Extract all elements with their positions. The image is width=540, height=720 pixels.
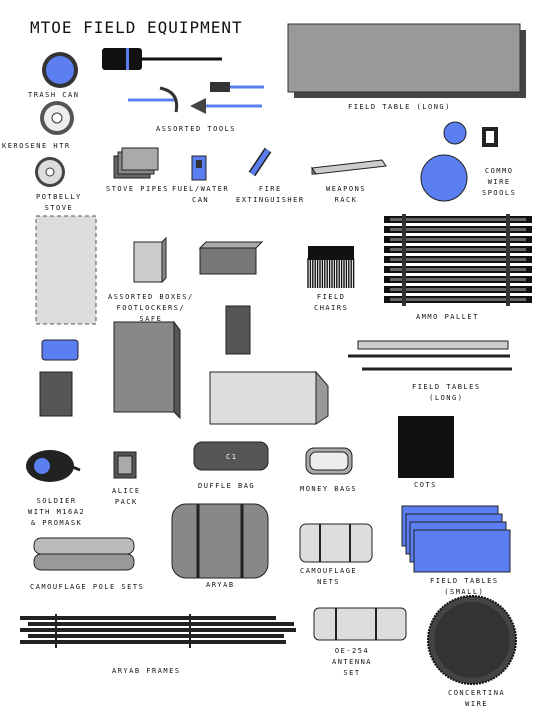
concertina-wire-icon [428,596,516,684]
label-aryab-frames: ARYAB FRAMES [112,667,181,675]
field-tables-long-icon [348,341,512,369]
trash-can-icon [42,52,78,88]
kerosene-heater-icon [40,101,74,135]
alice-pack-icon [114,452,136,478]
label-field-chairs: FIELD CHAIRS [314,293,349,312]
aryab-frames-icon [20,614,296,648]
blue-box-icon [42,340,78,360]
label-fuel-water-can: FUEL/WATER CAN [172,185,230,204]
fire-extinguisher-icon [252,150,268,174]
label-camouflage-pole-sets: CAMOUFLAGE POLE SETS [30,583,145,591]
pallet-area-outline [36,216,96,324]
label-trash-can: TRASH CAN [28,91,80,99]
fuel-water-can-icon [192,156,206,180]
label-alice-pack: ALICE PACK [112,487,141,506]
label-potbelly-stove: POTBELLY STOVE [36,193,82,212]
label-duffle-tag: C1 [226,453,238,461]
field-table-long-top-icon [288,24,526,98]
dark-box-icon [40,372,72,416]
label-antenna-set: OE-254 ANTENNA SET [332,647,373,677]
label-money-bags: MONEY BAGS [300,485,358,493]
label-duffle-bag: DUFFLE BAG [198,482,256,490]
label-camouflage-nets: CAMOUFLAGE NETS [300,567,358,586]
weapons-rack-icon [312,160,386,174]
money-bags-icon [306,448,352,474]
field-tables-small-icon [402,506,510,572]
soldier-icon [26,450,80,482]
antenna-set-icon [314,608,406,640]
small-box-icon [134,238,166,282]
cots-icon [398,416,454,478]
camouflage-pole-sets-icon [34,538,134,570]
label-concertina-wire: CONCERTINA WIRE [448,689,506,708]
label-aryab: ARYAB [206,581,235,589]
ammo-pallet-icon [384,214,532,306]
tall-box-icon [226,306,250,354]
label-field-tables-long: FIELD TABLES (LONG) [412,383,481,402]
label-kerosene-htr: KEROSENE HTR [2,142,71,150]
potbelly-stove-icon [35,157,65,187]
footlocker-icon [200,242,262,274]
field-table-block-icon [210,372,328,424]
label-assorted-boxes: ASSORTED BOXES/ FOOTLOCKERS/ SAFE [108,293,194,323]
assorted-tools-icon [128,82,264,114]
broom-icon [102,48,222,70]
aryab-icon [172,504,268,578]
field-chairs-icon [308,246,354,288]
safe-icon [114,322,180,418]
label-cots: COTS [414,481,437,489]
label-stove-pipes: STOVE PIPES [106,185,169,193]
stove-pipes-icon [114,148,158,178]
label-field-table-long-top: FIELD TABLE (LONG) [348,103,451,111]
label-assorted-tools: ASSORTED TOOLS [156,125,237,133]
label-weapons-rack: WEAPONS RACK [326,185,367,204]
page-title: MTOE FIELD EQUIPMENT [30,18,243,37]
label-commo-wire-spools: COMMO WIRE SPOOLS [482,167,517,197]
camouflage-nets-icon [300,524,372,562]
label-field-tables-small: FIELD TABLES (SMALL) [430,577,499,596]
label-soldier: SOLDIER WITH M16A2 & PROMASK [28,497,86,527]
label-fire-extinguisher: FIRE EXTINGUISHER [236,185,305,204]
label-ammo-pallet: AMMO PALLET [416,313,479,321]
